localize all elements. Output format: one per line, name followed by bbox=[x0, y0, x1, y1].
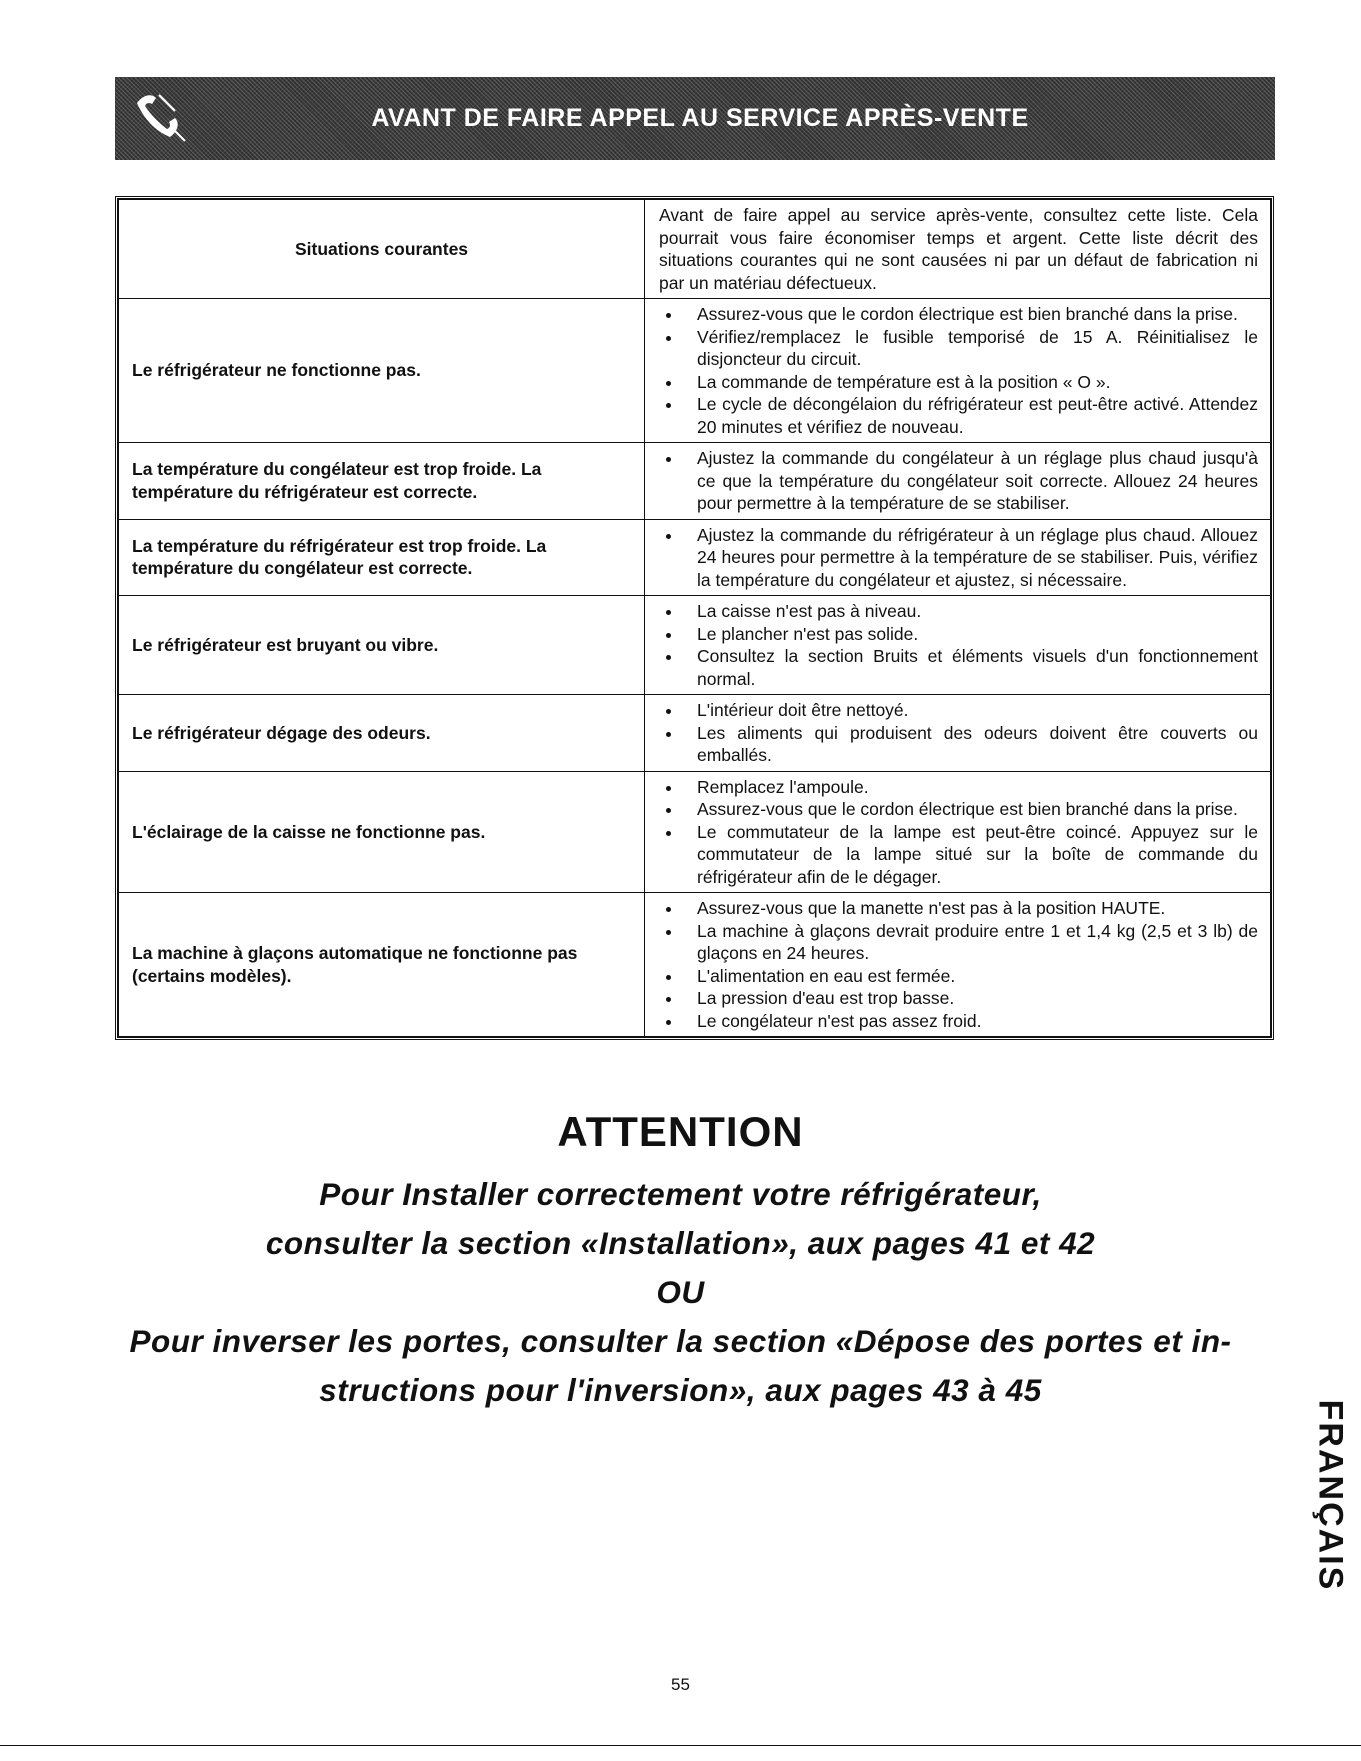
list-item: Assurez-vous que le cordon électrique est bien branché dans la prise. bbox=[659, 798, 1258, 821]
list-item: Consultez la section Bruits et éléments visuels d'un fonctionnement normal. bbox=[659, 645, 1258, 690]
section-banner bbox=[115, 77, 1275, 160]
table-row bbox=[119, 299, 1271, 443]
table-row bbox=[119, 596, 1271, 695]
attention-line: structions pour l'inversion», aux pages 43 à 45 bbox=[319, 1372, 1042, 1408]
table-header-row bbox=[119, 200, 1271, 299]
list-item: L'alimentation en eau est fermée. bbox=[659, 965, 1258, 988]
table-row bbox=[119, 695, 1271, 772]
solution-cell bbox=[645, 771, 1271, 893]
attention-heading: ATTENTION bbox=[557, 1108, 804, 1155]
solution-cell bbox=[645, 519, 1271, 596]
list-item: Les aliments qui produisent des odeurs doivent être couverts ou emballés. bbox=[659, 722, 1258, 767]
solution-list bbox=[659, 776, 1258, 889]
list-item: Ajustez la commande du congélateur à un réglage plus chaud jusqu'à ce que la température du congélateur soit correcte. Allouez 24 heures pour permettre à la température de se stabiliser. bbox=[659, 447, 1258, 515]
attention-line: Pour inverser les portes, consulter la section «Dépose des portes et in- bbox=[129, 1323, 1232, 1359]
situation-cell: L'éclairage de la caisse ne fonctionne pas. bbox=[119, 771, 645, 893]
list-item: Le congélateur n'est pas assez froid. bbox=[659, 1010, 1258, 1033]
list-item: Le commutateur de la lampe est peut-être coincé. Appuyez sur le commutateur de la lampe situé sur la boîte de commande du réfrigérateur afin de le dégager. bbox=[659, 821, 1258, 889]
list-item: Assurez-vous que la manette n'est pas à la position HAUTE. bbox=[659, 897, 1258, 920]
attention-line: Pour Installer correctement votre réfrigérateur, bbox=[319, 1176, 1042, 1212]
list-item: Vérifiez/remplacez le fusible temporisé de 15 A. Réinitialisez le disjoncteur du circuit. bbox=[659, 326, 1258, 371]
solution-cell bbox=[645, 443, 1271, 520]
solution-cell bbox=[645, 596, 1271, 695]
situation-cell: La température du réfrigérateur est trop froide. La température du congélateur est correcte. bbox=[119, 519, 645, 596]
header-situation: Situations courantes bbox=[119, 200, 645, 299]
situation-cell: La machine à glaçons automatique ne fonctionne pas (certains modèles). bbox=[119, 893, 645, 1037]
troubleshooting-table bbox=[115, 196, 1274, 1040]
list-item: Ajustez la commande du réfrigérateur à un réglage plus chaud. Allouez 24 heures pour permettre à la température de se stabiliser. Puis, vérifiez la température du congélateur et ajustez, si nécessaire. bbox=[659, 524, 1258, 592]
attention-line: OU bbox=[656, 1274, 705, 1310]
situation-cell: Le réfrigérateur dégage des odeurs. bbox=[119, 695, 645, 772]
solution-cell bbox=[645, 893, 1271, 1037]
attention-line: consulter la section «Installation», aux pages 41 et 42 bbox=[265, 1225, 1096, 1261]
language-tab-label: FRANÇAIS bbox=[1311, 1399, 1350, 1591]
list-item: La caisse n'est pas à niveau. bbox=[659, 600, 1258, 623]
situation-cell: Le réfrigérateur ne fonctionne pas. bbox=[119, 299, 645, 443]
table-row bbox=[119, 771, 1271, 893]
page-number: 55 bbox=[671, 1675, 690, 1694]
list-item: Remplacez l'ampoule. bbox=[659, 776, 1258, 799]
solution-list bbox=[659, 699, 1258, 767]
table-row bbox=[119, 443, 1271, 520]
table-row bbox=[119, 893, 1271, 1037]
table-row bbox=[119, 519, 1271, 596]
list-item: Le cycle de décongélaion du réfrigérateur est peut-être activé. Attendez 20 minutes et vérifiez de nouveau. bbox=[659, 393, 1258, 438]
attention-note bbox=[60, 1170, 1301, 1415]
header-intro: Avant de faire appel au service après-vente, consultez cette liste. Cela pourrait vous faire économiser temps et argent. Cette liste décrit des situations courantes qui ne sont causées ni par un défaut de fabrication ni par un matériau défectueux. bbox=[645, 200, 1271, 299]
list-item: La commande de température est à la position « O ». bbox=[659, 371, 1258, 394]
solution-list bbox=[659, 600, 1258, 690]
solution-cell bbox=[645, 299, 1271, 443]
solution-list bbox=[659, 303, 1258, 438]
list-item: La pression d'eau est trop basse. bbox=[659, 987, 1258, 1010]
language-tab bbox=[1310, 1395, 1350, 1595]
list-item: L'intérieur doit être nettoyé. bbox=[659, 699, 1258, 722]
list-item: La machine à glaçons devrait produire entre 1 et 1,4 kg (2,5 et 3 lb) de glaçons en 24 heures. bbox=[659, 920, 1258, 965]
situation-cell: Le réfrigérateur est bruyant ou vibre. bbox=[119, 596, 645, 695]
solution-list bbox=[659, 524, 1258, 592]
situation-cell: La température du congélateur est trop froide. La température du réfrigérateur est correcte. bbox=[119, 443, 645, 520]
banner-title: AVANT DE FAIRE APPEL AU SERVICE APRÈS-VENTE bbox=[371, 104, 1029, 132]
solution-list bbox=[659, 897, 1258, 1032]
list-item: Assurez-vous que le cordon électrique est bien branché dans la prise. bbox=[659, 303, 1258, 326]
list-item: Le plancher n'est pas solide. bbox=[659, 623, 1258, 646]
bottom-divider bbox=[0, 1745, 1361, 1746]
solution-cell bbox=[645, 695, 1271, 772]
solution-list bbox=[659, 447, 1258, 515]
